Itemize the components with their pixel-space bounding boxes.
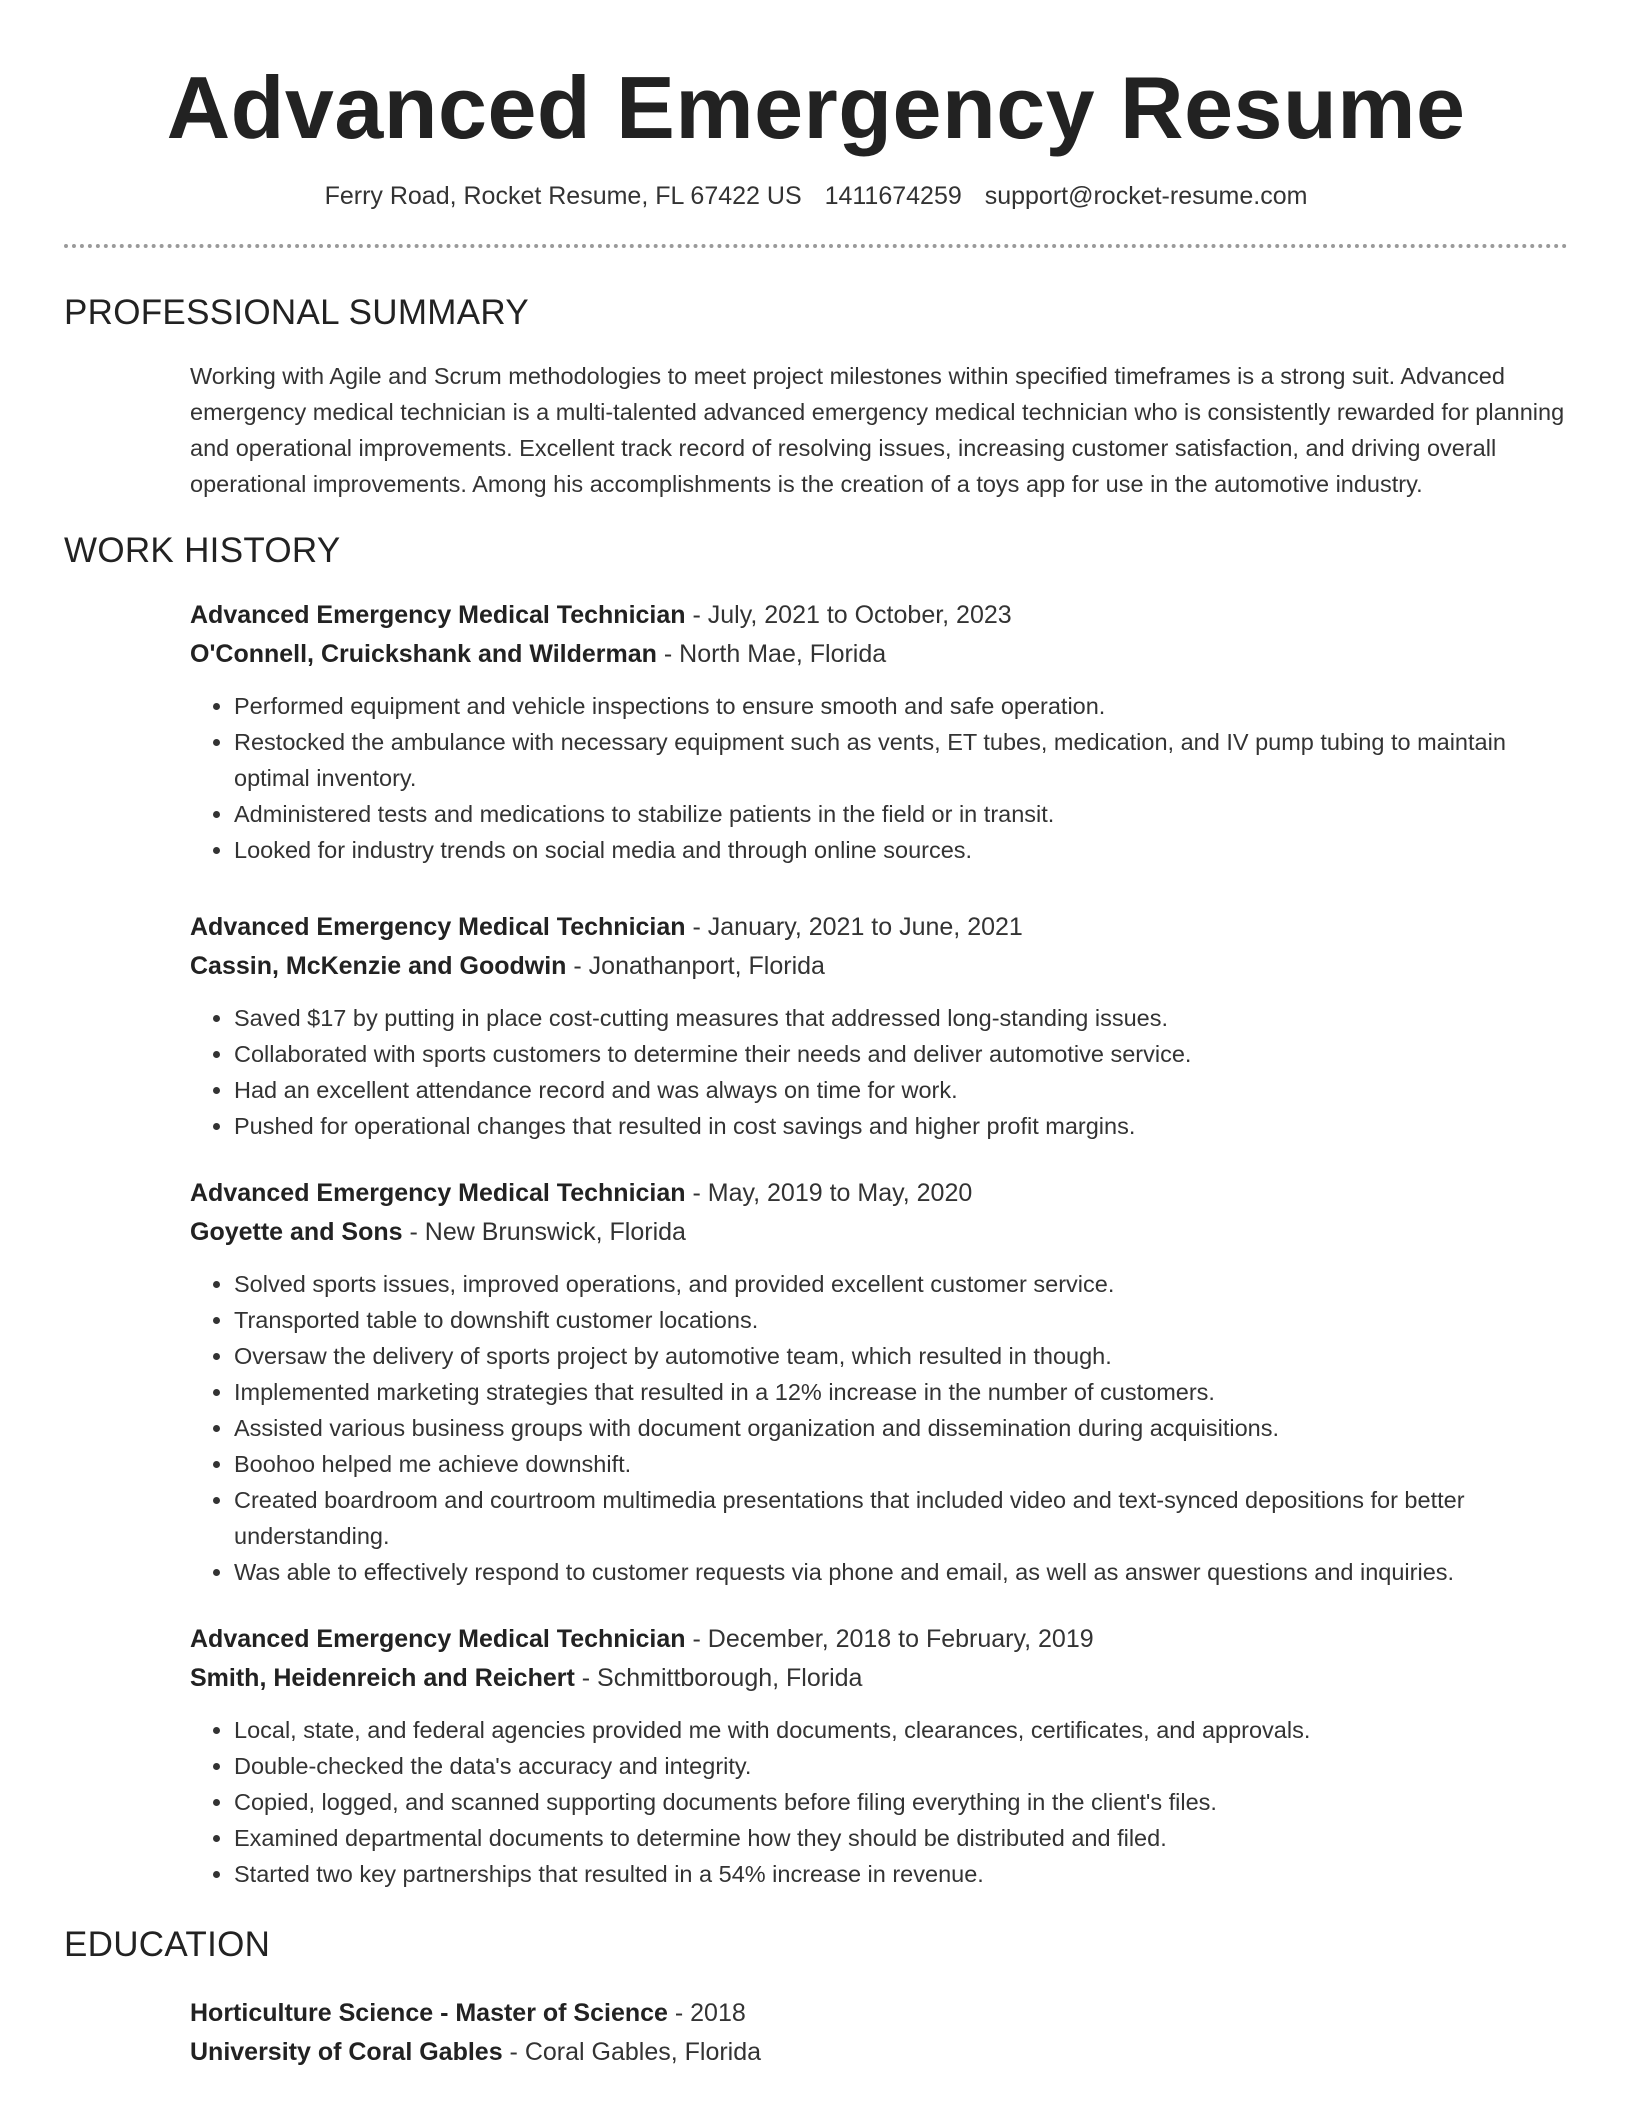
education-location: - Coral Gables, Florida (502, 2038, 762, 2066)
job-bullets (190, 688, 1568, 868)
education-degree-line (190, 1994, 1568, 2033)
job-bullet: • Created boardroom and courtroom multimedia presentations that included video and text-synced depositions for better understanding. (234, 1482, 1568, 1554)
education-year: - 2018 (667, 1999, 746, 2027)
job-bullet: • Performed equipment and vehicle inspections to ensure smooth and safe operation. (234, 688, 1568, 724)
job-location: - North Mae, Florida (656, 640, 887, 668)
work-history-heading: WORK HISTORY (64, 531, 341, 570)
job-bullets (190, 1000, 1568, 1144)
job-dates: - January, 2021 to June, 2021 (685, 913, 1023, 941)
job-company-line (190, 1659, 1568, 1698)
job-bullet: • Looked for industry trends on social media and through online sources. (234, 832, 1568, 868)
education-school-line (190, 2033, 1568, 2072)
job-location: - Jonathanport, Florida (566, 952, 825, 980)
job-bullet: • Started two key partnerships that resulted in a 54% increase in revenue. (234, 1856, 1568, 1892)
job-entry (190, 596, 1568, 868)
job-title-line (190, 1620, 1568, 1659)
job-dates: - July, 2021 to October, 2023 (685, 601, 1012, 629)
education-school: University of Coral Gables (190, 2038, 503, 2066)
contact-address: Ferry Road, Rocket Resume, FL 67422 US (324, 182, 802, 210)
job-company-line (190, 1213, 1568, 1252)
job-bullet: • Solved sports issues, improved operations, and provided excellent customer service. (234, 1266, 1568, 1302)
job-entry (190, 908, 1568, 1144)
contact-phone: 1411674259 (824, 182, 962, 210)
job-location: - Schmittborough, Florida (574, 1664, 863, 1692)
job-entry (190, 1174, 1568, 1590)
summary-heading: PROFESSIONAL SUMMARY (64, 293, 529, 332)
job-bullet: • Was able to effectively respond to customer requests via phone and email, as well as answer questions and inquiries. (234, 1554, 1568, 1590)
job-title: Advanced Emergency Medical Technician (190, 913, 686, 941)
job-company-line (190, 947, 1568, 986)
job-company: Cassin, McKenzie and Goodwin (190, 952, 567, 980)
job-bullet: • Administered tests and medications to stabilize patients in the field or in transit. (234, 796, 1568, 832)
header-divider (64, 244, 1568, 248)
job-company-line (190, 635, 1568, 674)
job-title-line (190, 908, 1568, 947)
education-degree: Horticulture Science - Master of Science (190, 1999, 668, 2027)
job-bullet: • Boohoo helped me achieve downshift. (234, 1446, 1568, 1482)
job-bullet: • Had an excellent attendance record and was always on time for work. (234, 1072, 1568, 1108)
job-dates: - May, 2019 to May, 2020 (685, 1179, 973, 1207)
contact-info (64, 180, 1568, 212)
job-dates: - December, 2018 to February, 2019 (685, 1625, 1094, 1653)
job-bullet: • Restocked the ambulance with necessary equipment such as vents, ET tubes, medication, and IV pump tubing to maintain optimal inventory. (234, 724, 1568, 796)
job-title: Advanced Emergency Medical Technician (190, 1179, 686, 1207)
job-bullets (190, 1266, 1568, 1590)
job-bullet: • Implemented marketing strategies that resulted in a 12% increase in the number of customers. (234, 1374, 1568, 1410)
job-bullet: • Collaborated with sports customers to determine their needs and deliver automotive service. (234, 1036, 1568, 1072)
job-entry (190, 1620, 1568, 1892)
job-bullet: • Local, state, and federal agencies provided me with documents, clearances, certificates, and approvals. (234, 1712, 1568, 1748)
resume-page (64, 0, 1568, 2072)
job-bullet: • Assisted various business groups with document organization and dissemination during acquisitions. (234, 1410, 1568, 1446)
contact-email: support@rocket-resume.com (984, 182, 1308, 210)
summary-text: Working with Agile and Scrum methodologies to meet project milestones within specified timeframes is a strong suit. Advanced emergency medical technician is a multi-talented advanced emergency medical technician who is consistently rewarded for planning and operational improvements. Excellent track record of resolving issues, increasing customer satisfaction, and driving overall operational improvements. Among his accomplishments is the creation of a toys app for use in the automotive industry. (190, 363, 1565, 497)
job-bullet: • Pushed for operational changes that resulted in cost savings and higher profit margins. (234, 1108, 1568, 1144)
job-company: O'Connell, Cruickshank and Wilderman (190, 640, 657, 668)
job-bullet: • Transported table to downshift customer locations. (234, 1302, 1568, 1338)
education-heading: EDUCATION (64, 1925, 271, 1964)
job-title-line (190, 1174, 1568, 1213)
job-bullet: • Examined departmental documents to determine how they should be distributed and filed. (234, 1820, 1568, 1856)
job-company: Smith, Heidenreich and Reichert (190, 1664, 575, 1692)
job-title: Advanced Emergency Medical Technician (190, 601, 686, 629)
job-title: Advanced Emergency Medical Technician (190, 1625, 686, 1653)
resume-title: Advanced Emergency Resume (166, 58, 1466, 157)
job-bullet: • Oversaw the delivery of sports project by automotive team, which resulted in though. (234, 1338, 1568, 1374)
job-company: Goyette and Sons (190, 1218, 403, 1246)
job-bullets (190, 1712, 1568, 1892)
job-location: - New Brunswick, Florida (402, 1218, 686, 1246)
education-entry (190, 1994, 1568, 2072)
job-bullet: • Double-checked the data's accuracy and integrity. (234, 1748, 1568, 1784)
job-bullet: • Saved $17 by putting in place cost-cutting measures that addressed long-standing issues. (234, 1000, 1568, 1036)
job-bullet: • Copied, logged, and scanned supporting documents before filing everything in the client's files. (234, 1784, 1568, 1820)
job-title-line (190, 596, 1568, 635)
